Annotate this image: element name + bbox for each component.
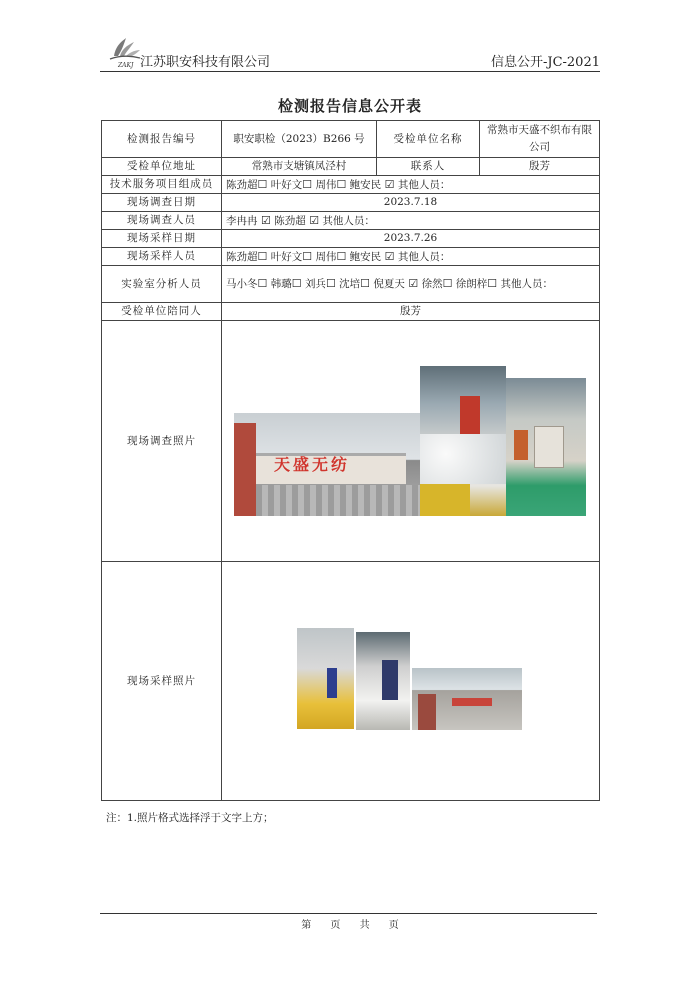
sample-photo-bales [356,632,410,730]
footer-divider [100,913,597,914]
client-name-label: 受检单位名称 [377,121,480,158]
survey-photo-warehouse [420,366,506,516]
checked-box-icon: ☑ [257,213,271,227]
team-member-name: 陈劲超 [226,178,258,191]
footer-text-2: 页 [330,920,341,931]
survey-photo-factory [506,378,586,516]
escort-value: 殷芳 [222,303,600,321]
surveyors [222,212,600,230]
sampler-name: 其他人员： [397,250,451,263]
survey-photos [222,321,600,562]
unchecked-box-icon: ☐ [442,277,453,290]
surveyor-name: 陈劲超 [274,214,306,227]
team-member-name: 周伟 [315,178,337,191]
unchecked-box-icon: ☐ [291,277,302,290]
lab-analyst-name: 沈培 [339,278,361,290]
unchecked-box-icon: ☐ [302,177,313,191]
unchecked-box-icon: ☐ [302,249,313,263]
report-no-label: 检测报告编号 [102,121,222,158]
sample-date-label: 现场采样日期 [102,230,222,248]
lab-analyst-name: 徐然 [421,278,443,290]
lab-analyst-name: 倪夏天 [373,278,405,290]
client-name-value: 常熟市天盛不织布有限公司 [480,121,600,158]
team-label: 技术服务项目组成员 [102,176,222,194]
checked-box-icon: ☑ [305,213,320,227]
survey-date-value: 2023.7.18 [222,194,600,212]
footer-text-4: 页 [388,920,399,931]
info-table [101,120,600,801]
survey-photo-sign-text: 天盛无纺 [274,455,351,474]
sample-photos [222,562,600,801]
logo-text: ZAKJ [118,62,134,69]
unchecked-box-icon: ☐ [325,277,336,290]
surveyor-name: 李冉冉 [226,214,258,227]
sampler-name: 鲍安民 [349,250,382,263]
contact-value: 殷芳 [480,158,600,176]
team-members [222,176,600,194]
samplers [222,248,600,266]
contact-label: 联系人 [377,158,480,176]
lab-analyst-name: 马小冬 [226,278,258,290]
escort-label: 受检单位陪同人 [102,303,222,321]
page-footer [0,916,700,931]
lab-analysts-label: 实验室分析人员 [102,266,222,303]
lab-analyst-name: 韩璐 [270,278,292,290]
team-member-name: 鲍安民 [349,178,382,191]
team-member-name: 其他人员： [397,178,451,191]
sampler-name: 叶好文 [270,250,303,263]
sample-photo-label: 现场采样照片 [102,562,222,801]
sample-date-value: 2023.7.26 [222,230,600,248]
samplers-label: 现场采样人员 [102,248,222,266]
unchecked-box-icon: ☐ [336,249,347,263]
table-note: 注：1.照片格式选择浮于文字上方； [106,812,274,824]
surveyor-name: 其他人员： [322,214,375,227]
header-divider [100,71,600,72]
report-no-value: 职安职检（2023）B266 号 [222,121,377,158]
sample-photo-equipment [297,628,354,729]
footer-text-1: 第 [301,920,312,931]
unchecked-box-icon: ☐ [487,277,498,290]
team-member-name: 叶好文 [270,178,303,191]
unchecked-box-icon: ☐ [336,177,347,191]
survey-photo-building [234,413,420,516]
unchecked-box-icon: ☐ [257,249,268,263]
sample-photo-building [412,668,522,730]
footer-text-3: 共 [359,920,370,931]
checked-box-icon: ☑ [381,249,395,263]
company-name: 江苏职安科技有限公司 [140,55,271,70]
checked-box-icon: ☑ [381,177,395,191]
document-number: 信息公开-JC-2021 [490,55,600,70]
unchecked-box-icon: ☐ [360,277,371,290]
page-title: 检测报告信息公开表 [277,97,422,115]
surveyors-label: 现场调查人员 [102,212,222,230]
unchecked-box-icon: ☐ [257,277,268,290]
client-address-value: 常熟市支塘镇凤泾村 [222,158,377,176]
client-address-label: 受检单位地址 [102,158,222,176]
lab-analyst-name: 徐朗梓 [455,278,488,290]
lab-analysts [222,266,600,303]
survey-date-label: 现场调查日期 [102,194,222,212]
sampler-name: 陈劲超 [226,250,258,263]
page-header [100,34,600,72]
survey-photo-label: 现场调查照片 [102,321,222,562]
checked-box-icon: ☑ [404,277,419,290]
company-logo-icon [106,34,142,70]
lab-analyst-name: 其他人员： [500,278,554,290]
unchecked-box-icon: ☐ [257,177,268,191]
lab-analyst-name: 刘兵 [304,278,326,290]
sampler-name: 周伟 [315,250,337,263]
